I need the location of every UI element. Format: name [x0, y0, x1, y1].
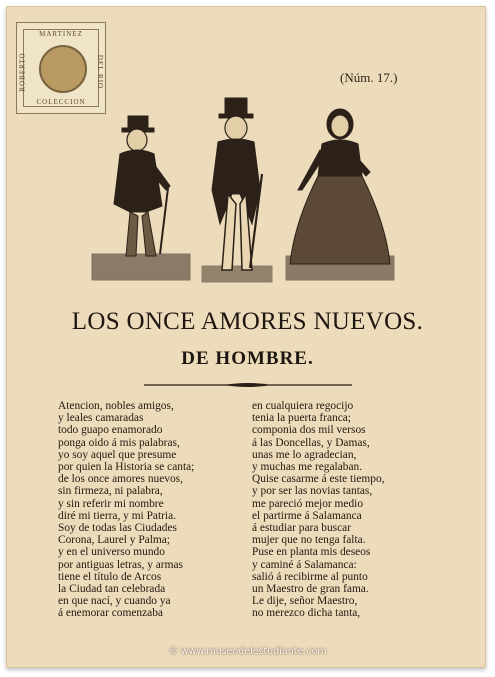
stamp-text-left: ROBERTO [18, 52, 27, 92]
stamp-text-bottom: COLECCION [36, 98, 86, 106]
issue-number: (Núm. 17.) [340, 70, 398, 85]
lady-figure [286, 109, 394, 280]
ballad-title: LOS ONCE AMORES NUEVOS. [71, 308, 424, 335]
verse-line: Atencion, nobles amigos, [58, 400, 174, 412]
verse-line: salió á recibirme al punto [252, 570, 368, 583]
verse-line: me pareció mejor medio [252, 497, 364, 510]
verse-line: ponga oido á mis palabras, [58, 436, 180, 449]
verse-line: componia dos mil versos [252, 424, 366, 437]
verse-line: por antiguas letras, y armas [58, 558, 183, 571]
verse-line: y en el universo mundo [58, 546, 165, 559]
verse-line: tenia la puerta franca; [252, 412, 351, 425]
stamp-text-right: DEL RIO [95, 54, 104, 90]
man-with-cane-figure [92, 116, 190, 280]
verse-line: unas me lo agradecian, [252, 448, 357, 461]
verse-line: Quise casarme á este tiempo, [252, 473, 385, 486]
verse-line: no merezco dicha tanta, [252, 607, 361, 620]
verse-line: á estudiar para buscar [252, 522, 351, 535]
verse-line: y por ser las novias tantas, [252, 485, 373, 498]
verse-line: de los once amores nuevos, [58, 473, 183, 486]
stamp-medallion-icon [39, 45, 87, 93]
stamp-text-top: MARTINEZ [39, 30, 83, 38]
verse-column-right [252, 400, 385, 620]
verse-line: tiene el título de Arcos [58, 570, 162, 583]
verse-line: Puse en planta mis deseos [252, 546, 371, 559]
verse-line: y muchas me regalaban. [252, 461, 363, 474]
verse-line: á enemorar comenzaba [58, 607, 163, 620]
verse-line: por quien la Historia se canta; [58, 461, 195, 474]
verse-line: Corona, Laurel y Palma; [58, 534, 170, 547]
verse-line: y leales camaradas [58, 412, 144, 425]
verse-column-left [58, 400, 194, 620]
verse-line: todo guapo enamorado [58, 424, 163, 437]
verse-line: yo soy aquel que presume [58, 448, 177, 461]
gentleman-figure [202, 98, 272, 282]
ballad-subtitle: DE HOMBRE. [181, 348, 314, 369]
verse-line: diré mi tierra, y mi Patria. [58, 509, 176, 522]
verse-line: en que nací, y cuando ya [58, 595, 171, 608]
verse-line: sin firmeza, ni palabra, [58, 485, 163, 498]
verse-line: y sin referir mi nombre [58, 497, 164, 510]
verse-line: mujer que no tenga falta. [252, 534, 366, 547]
verse-line: el partirme á Salamanca [252, 509, 362, 522]
verse-line: Soy de todas las Ciudades [58, 522, 177, 535]
verse-line: en cualquiera regocijo [252, 400, 354, 412]
woodcut-illustration [90, 94, 400, 288]
verse-line: y caminé á Salamanca: [252, 558, 357, 571]
website-credit: © www.museodelestudiante.com [168, 646, 327, 657]
verse-line: un Maestro de gran fama. [252, 583, 369, 596]
verse-line: á las Doncellas, y Damas, [252, 436, 370, 449]
verse-line: Le dije, señor Maestro, [252, 595, 358, 608]
ornamental-rule [144, 382, 352, 388]
verse-line: la Ciudad tan celebrada [58, 583, 166, 596]
